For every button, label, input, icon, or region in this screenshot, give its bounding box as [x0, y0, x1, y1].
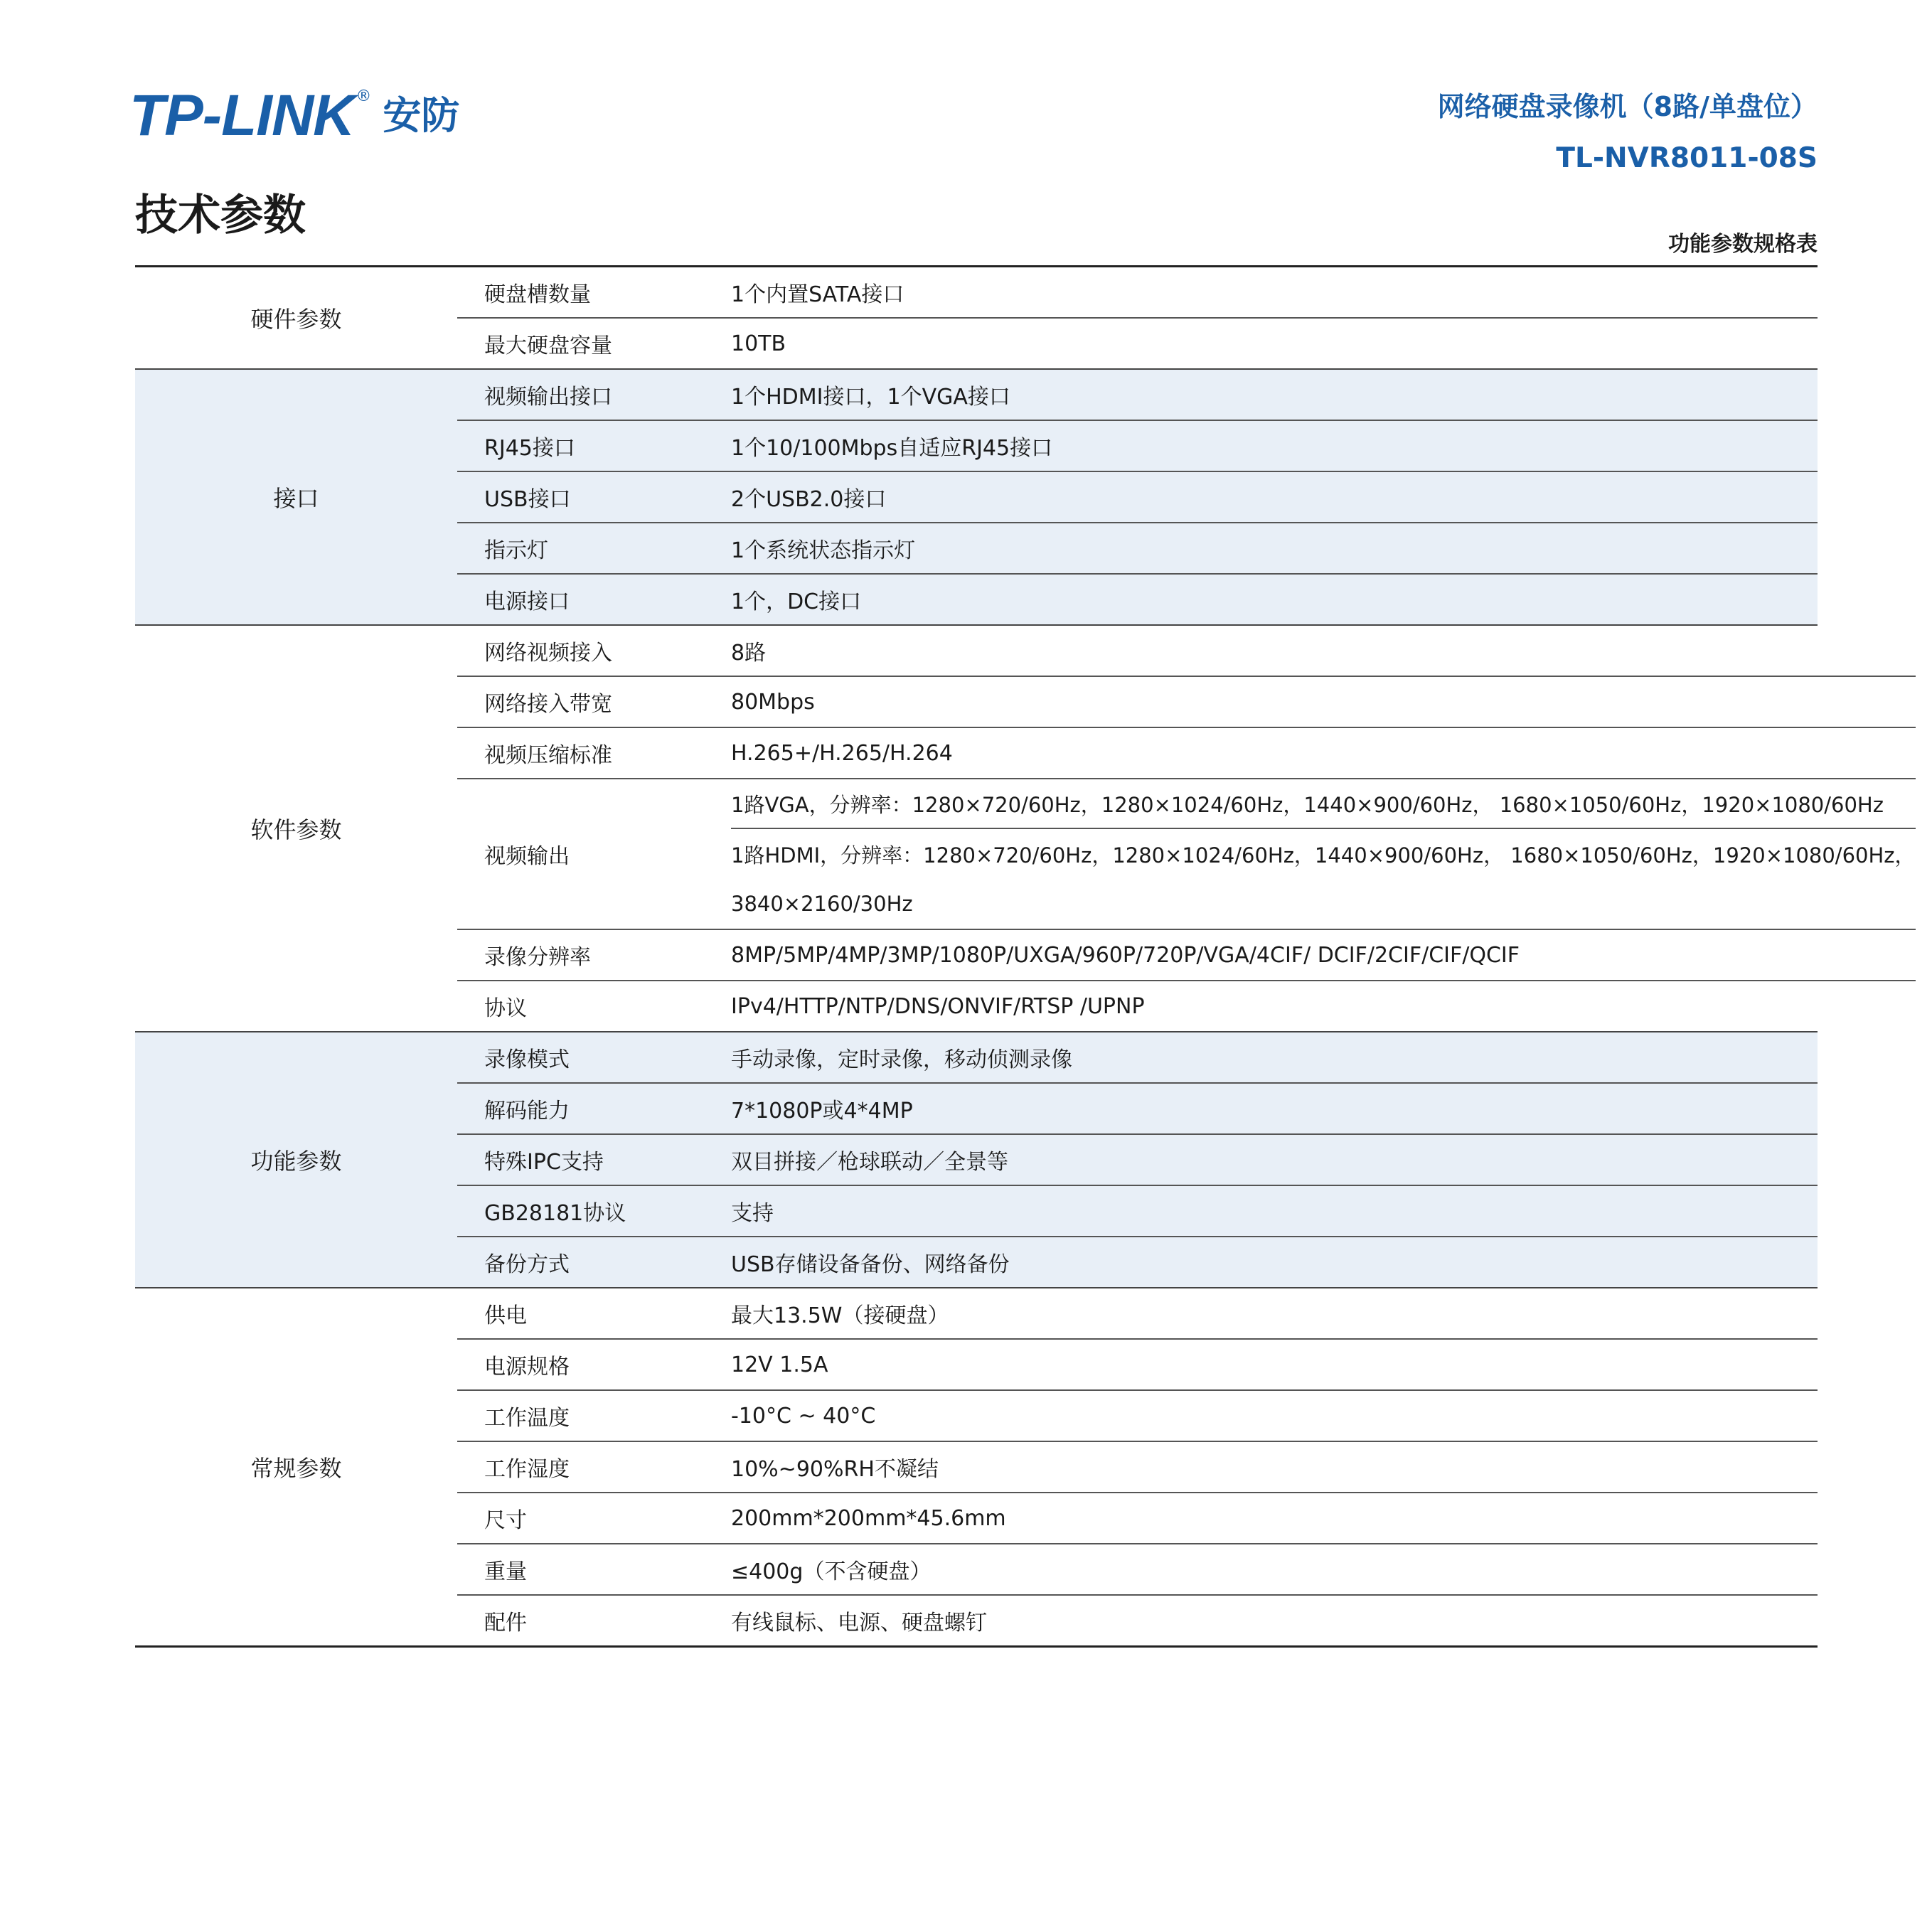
row-label: 备份方式 [484, 1252, 570, 1277]
table-row [457, 1544, 1818, 1596]
row-label: 录像模式 [484, 1047, 570, 1072]
table-row [457, 370, 1818, 421]
row-label: 电源接口 [484, 589, 570, 614]
table-caption: 功能参数规格表 [1668, 232, 1818, 257]
table-row [457, 626, 1916, 677]
table-row [457, 1391, 1818, 1442]
group-label: 常规参数 [250, 1455, 342, 1482]
row-label: RJ45接口 [484, 436, 575, 461]
table-row [457, 421, 1818, 472]
spec-group-software [135, 626, 1916, 1032]
row-value: 有线鼠标、电源、硬盘螺钉 [731, 1611, 987, 1635]
row-label: 硬盘槽数量 [484, 282, 591, 307]
row-label: 工作湿度 [484, 1457, 570, 1482]
row-value: 1个系统状态指示灯 [731, 538, 916, 563]
row-value: 双目拼接／枪球联动／全景等 [731, 1150, 1008, 1175]
table-row [457, 1442, 1818, 1493]
spec-group-hardware [135, 267, 1818, 370]
table-row [457, 1340, 1818, 1391]
logo-wordmark: TP-LINK [129, 83, 355, 148]
row-value: 10%~90%RH不凝结 [731, 1457, 939, 1482]
spec-group-function [135, 1032, 1818, 1288]
table-row [457, 728, 1916, 779]
table-row [457, 1135, 1818, 1186]
row-value: 8路 [731, 641, 767, 666]
table-row [457, 319, 1818, 368]
table-row [457, 1084, 1818, 1135]
group-label: 硬件参数 [250, 306, 342, 333]
row-label: GB28181协议 [484, 1201, 626, 1226]
row-value: 80Mbps [731, 689, 815, 715]
table-row [457, 1288, 1818, 1340]
row-value: 10TB [731, 331, 786, 356]
row-label: 指示灯 [484, 538, 548, 563]
table-row [457, 1493, 1818, 1544]
row-value: USB存储设备备份、网络备份 [731, 1252, 1010, 1277]
spec-group-general [135, 1288, 1818, 1645]
value-line-vga: 1路VGA，分辨率：1280×720/60Hz，1280×1024/60Hz，1440×900/60Hz， 1680×1050/60Hz，1920×1080/60Hz [731, 779, 1916, 829]
table-row [457, 1032, 1818, 1084]
row-value: 1个内置SATA接口 [731, 282, 904, 307]
row-value: 8MP/5MP/4MP/3MP/1080P/UXGA/960P/720P/VGA/4CIF/ DCIF/2CIF/CIF/QCIF [731, 942, 1520, 968]
table-row [457, 779, 1916, 930]
table-row [457, 523, 1818, 575]
group-label: 功能参数 [250, 1148, 342, 1175]
row-label: 重量 [484, 1559, 527, 1584]
table-row [457, 981, 1916, 1031]
value-line-hdmi-cont: 3840×2160/30Hz [731, 892, 913, 916]
group-label: 软件参数 [250, 816, 342, 843]
table-row [457, 267, 1818, 319]
value-line-hdmi: 1路HDMI，分辨率：1280×720/60Hz，1280×1024/60Hz，1440×900/60Hz， 1680×1050/60Hz，1920×1080/60Hz， [731, 843, 1916, 868]
table-row [457, 1186, 1818, 1237]
row-value: -10°C ~ 40°C [731, 1403, 876, 1429]
row-label: 视频输出接口 [484, 385, 612, 410]
row-label: 网络接入带宽 [484, 692, 612, 717]
row-value: 手动录像，定时录像，移动侦测录像 [731, 1047, 1072, 1072]
logo-chinese-text: 安防 [383, 93, 460, 138]
row-label: 供电 [484, 1303, 527, 1328]
row-value: 2个USB2.0接口 [731, 487, 887, 512]
row-value: 1个10/100Mbps自适应RJ45接口 [731, 436, 1053, 461]
row-label: 工作温度 [484, 1406, 570, 1431]
table-row [457, 1596, 1818, 1645]
row-value: 1个HDMI接口，1个VGA接口 [731, 385, 1010, 410]
row-label: 录像分辨率 [484, 945, 591, 970]
row-value: H.265+/H.265/H.264 [731, 740, 953, 766]
row-label: 特殊IPC支持 [484, 1150, 604, 1175]
row-label: 尺寸 [484, 1508, 527, 1533]
table-row [457, 1237, 1818, 1287]
product-title: 网络硬盘录像机（8路/单盘位） [1437, 91, 1818, 122]
row-value: 200mm*200mm*45.6mm [731, 1505, 1006, 1531]
table-row [457, 575, 1818, 624]
table-row [457, 472, 1818, 523]
row-value: IPv4/HTTP/NTP/DNS/ONVIF/RTSP /UPNP [731, 993, 1145, 1019]
registered-mark: ® [356, 87, 372, 105]
row-label: 视频输出 [484, 844, 570, 869]
row-label: 解码能力 [484, 1099, 570, 1124]
row-value: 1个，DC接口 [731, 589, 862, 614]
spec-group-interface [135, 370, 1818, 626]
row-label: 最大硬盘容量 [484, 333, 612, 358]
row-label: 视频压缩标准 [484, 743, 612, 768]
page-heading: 技术参数 [135, 191, 306, 240]
spec-table [135, 265, 1916, 1648]
row-value: 支持 [731, 1201, 774, 1226]
row-value-multiline [731, 779, 1916, 929]
row-value: 7*1080P或4*4MP [731, 1099, 913, 1124]
row-value: ≤400g（不含硬盘） [731, 1559, 932, 1584]
row-label: USB接口 [484, 487, 571, 512]
row-label: 网络视频接入 [484, 641, 612, 666]
tp-link-logo [129, 83, 460, 148]
row-label: 电源规格 [484, 1355, 570, 1379]
row-value: 12V 1.5A [731, 1352, 828, 1377]
row-label: 协议 [484, 996, 527, 1021]
model-number: TL-NVR8011-08S [1556, 142, 1818, 174]
table-row [457, 677, 1916, 728]
row-value: 最大13.5W（接硬盘） [731, 1303, 949, 1328]
group-label: 接口 [273, 485, 319, 512]
table-row [457, 930, 1916, 981]
row-label: 配件 [484, 1611, 527, 1635]
